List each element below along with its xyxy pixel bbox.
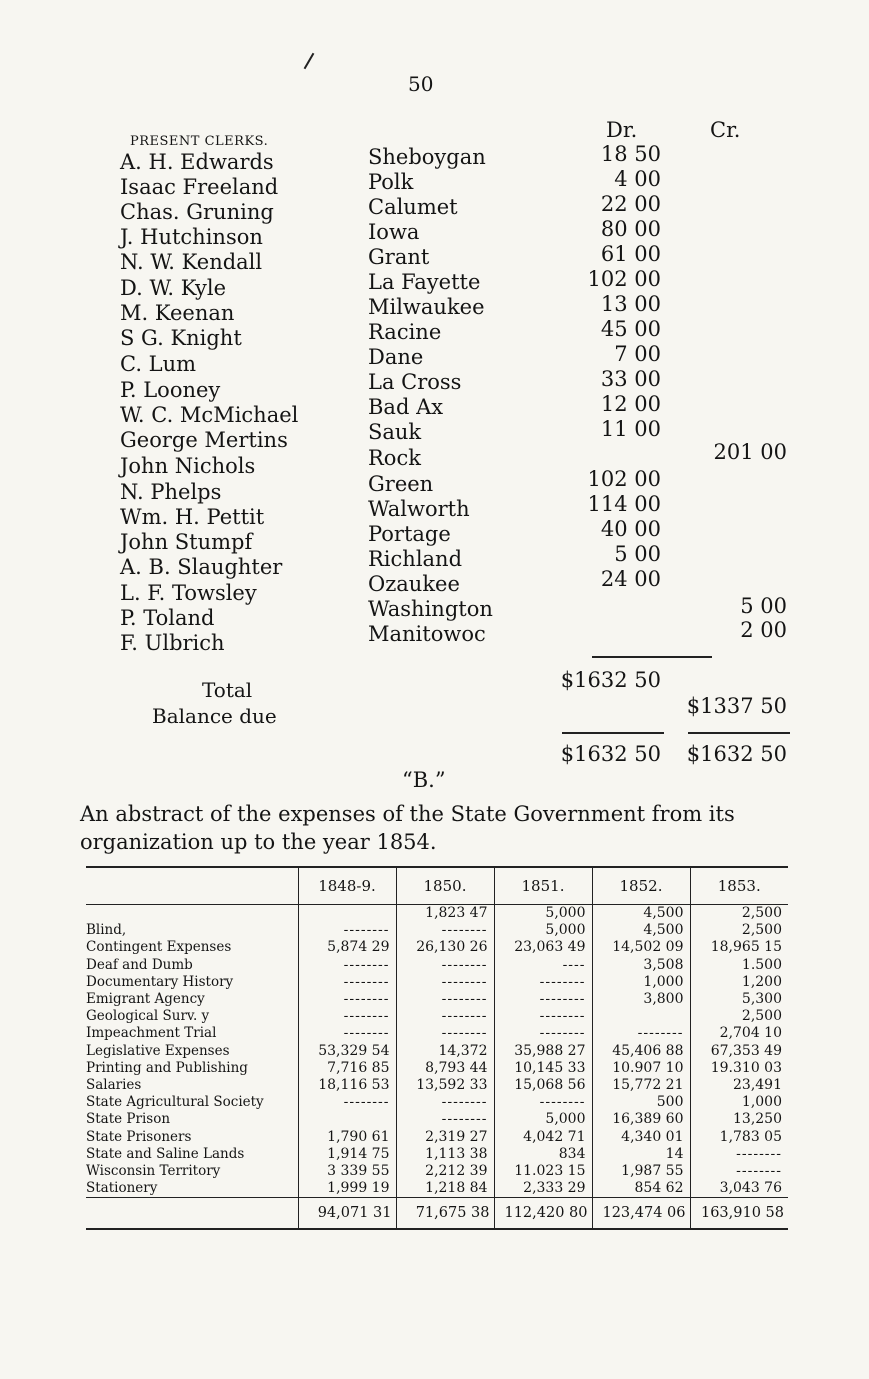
table-row (86, 1043, 788, 1060)
clerk-name: D. W. Kyle (120, 276, 227, 300)
debit-amount: 24 00 (600, 567, 661, 591)
table-cell: 26,130 26 (396, 939, 494, 956)
table-cell (298, 1111, 396, 1128)
clerk-name: John Stumpf (120, 530, 253, 554)
expense-item-label: Blind, (86, 922, 127, 939)
table-cell: 2,333 29 (494, 1180, 592, 1198)
table-cell: -------- (396, 957, 494, 974)
table-cell: 11.023 15 (494, 1163, 592, 1180)
table-cell: 3,043 76 (690, 1180, 788, 1198)
table-cell: -------- (494, 1008, 592, 1025)
credit-column-header: Cr. (710, 118, 741, 142)
table-cell: -------- (494, 1025, 592, 1042)
county-name: Iowa (368, 220, 420, 244)
table-cell: -------- (298, 922, 396, 939)
table-cell: 4,500 (592, 905, 690, 923)
county-name: Milwaukee (368, 295, 485, 319)
table-cell: 5,000 (494, 1111, 592, 1128)
row-label (86, 905, 298, 923)
expense-table (86, 866, 788, 1230)
table-row (86, 1094, 788, 1111)
table-cell: 854 62 (592, 1180, 690, 1198)
table-cell: 14 (592, 1146, 690, 1163)
county-name: Polk (368, 170, 414, 194)
clerk-name: P. Looney (120, 378, 221, 402)
table-row (86, 1180, 788, 1198)
table-row (86, 1008, 788, 1025)
table-cell (298, 905, 396, 923)
table-row (86, 905, 788, 923)
year-header: 1851. (494, 867, 592, 905)
county-name: Ozaukee (368, 572, 460, 596)
expense-item-label: Impeachment Trial (86, 1025, 217, 1042)
debit-amount: 102 00 (587, 467, 661, 491)
table-cell: 2,500 (690, 905, 788, 923)
clerk-name: Chas. Gruning (120, 200, 274, 224)
debit-amount: 33 00 (600, 367, 661, 391)
pen-mark (304, 53, 315, 70)
county-name: Bad Ax (368, 395, 444, 419)
debit-amount: 61 00 (600, 242, 661, 266)
final-debit-total: $1632 50 (560, 742, 661, 766)
table-cell: -------- (494, 991, 592, 1008)
table-cell: 18,116 53 (298, 1077, 396, 1094)
table-row (86, 974, 788, 991)
county-name: Portage (368, 522, 451, 546)
expense-item-label: State Prison (86, 1111, 171, 1128)
clerk-name: A. H. Edwards (120, 150, 274, 174)
clerk-name: W. C. McMichael (120, 403, 299, 427)
county-name: Sheboygan (368, 145, 486, 169)
expense-item-label: State Prisoners (86, 1128, 192, 1145)
table-cell: 18,965 15 (690, 939, 788, 956)
clerk-name: J. Hutchinson (120, 225, 263, 249)
table-cell: 1.500 (690, 957, 788, 974)
clerk-name: M. Keenan (120, 301, 235, 325)
county-name: Racine (368, 320, 442, 344)
table-cell: -------- (494, 974, 592, 991)
table-row (86, 922, 788, 939)
year-header: 1848-9. (298, 867, 396, 905)
table-cell: 4,340 01 (592, 1128, 690, 1145)
debit-amount: 11 00 (600, 417, 661, 441)
table-row (86, 1060, 788, 1077)
table-row (86, 1077, 788, 1094)
table-cell: 2,500 (690, 922, 788, 939)
table-cell: -------- (690, 1146, 788, 1163)
debit-amount: 5 00 (614, 542, 661, 566)
table-cell: -------- (396, 1094, 494, 1111)
debit-amount: 114 00 (587, 492, 661, 516)
expense-item-label: Documentary History (86, 973, 234, 990)
table-cell: 2,704 10 (690, 1025, 788, 1042)
county-name: La Cross (368, 370, 462, 394)
table-cell: 13,592 33 (396, 1077, 494, 1094)
table-cell: 1,000 (690, 1094, 788, 1111)
table-cell: -------- (396, 974, 494, 991)
table-cell: -------- (396, 922, 494, 939)
column-total: 123,474 06 (592, 1198, 690, 1230)
debit-column-header: Dr. (606, 118, 638, 142)
table-cell: 45,406 88 (592, 1043, 690, 1060)
expense-item-label: Geological Surv. y (86, 1008, 210, 1025)
county-name: Calumet (368, 195, 458, 219)
table-cell: 1,999 19 (298, 1180, 396, 1198)
county-name: Grant (368, 245, 430, 269)
final-credit-total: $1632 50 (686, 742, 787, 766)
debit-amount: 102 00 (587, 267, 661, 291)
table-cell: 8,793 44 (396, 1060, 494, 1077)
year-header: 1850. (396, 867, 494, 905)
table-cell: -------- (298, 974, 396, 991)
clerk-name: George Mertins (120, 428, 288, 452)
expense-item-label: Legislative Expenses (86, 1042, 230, 1059)
table-cell: 1,218 84 (396, 1180, 494, 1198)
county-name: Rock (368, 446, 421, 470)
county-name: Richland (368, 547, 463, 571)
clerk-name: L. F. Towsley (120, 581, 257, 605)
table-cell: 23,063 49 (494, 939, 592, 956)
total-label: Total (202, 678, 253, 702)
expense-item-label: Deaf and Dumb (86, 956, 193, 973)
table-row (86, 1128, 788, 1145)
clerk-name: N. W. Kendall (120, 250, 263, 274)
table-cell: -------- (396, 991, 494, 1008)
table-cell: -------- (396, 1025, 494, 1042)
expense-table-body (86, 905, 788, 1230)
county-name: Washington (368, 597, 493, 621)
subtotal-rule (592, 656, 712, 658)
table-cell: 35,988 27 (494, 1043, 592, 1060)
table-cell: 5,000 (494, 905, 592, 923)
table-cell: 4,500 (592, 922, 690, 939)
table-row (86, 1163, 788, 1180)
table-row (86, 957, 788, 974)
expense-item-label: State Agricultural Society (86, 1094, 264, 1111)
debit-amount: 40 00 (600, 517, 661, 541)
expense-item-label: Wisconsin Territory (86, 1162, 221, 1179)
clerk-name: Wm. H. Pettit (120, 505, 265, 529)
totals-row (86, 1198, 788, 1230)
abstract-paragraph: An abstract of the expenses of the State Government from its organization up to the year 1854. (80, 802, 735, 854)
table-cell: -------- (298, 1094, 396, 1111)
clerk-name: F. Ulbrich (120, 631, 225, 655)
table-cell: 14,502 09 (592, 939, 690, 956)
expense-item-label: Emigrant Agency (86, 991, 205, 1008)
section-label: PRESENT CLERKS. (130, 134, 269, 149)
clerk-name: John Nichols (120, 454, 256, 478)
table-cell: 16,389 60 (592, 1111, 690, 1128)
credit-amount: 2 00 (740, 618, 787, 642)
table-cell: 1,914 75 (298, 1146, 396, 1163)
county-name: Sauk (368, 420, 422, 444)
debit-amount: 7 00 (614, 342, 661, 366)
table-cell: -------- (298, 1008, 396, 1025)
credit-total-rule (688, 732, 790, 734)
table-cell: 1,823 47 (396, 905, 494, 923)
debit-amount: 80 00 (600, 217, 661, 241)
table-cell: 13,250 (690, 1111, 788, 1128)
table-cell: -------- (396, 1111, 494, 1128)
table-cell: -------- (298, 957, 396, 974)
county-name: La Fayette (368, 270, 481, 294)
total-debit: $1632 50 (560, 668, 661, 692)
clerk-name: Isaac Freeland (120, 175, 279, 199)
table-cell: 14,372 (396, 1043, 494, 1060)
county-name: Manitowoc (368, 622, 486, 646)
table-cell: 10.907 10 (592, 1060, 690, 1077)
expense-item-label: State and Saline Lands (86, 1145, 245, 1162)
table-cell: 834 (494, 1146, 592, 1163)
table-row (86, 991, 788, 1008)
credit-amount: 201 00 (713, 440, 787, 464)
county-name: Green (368, 472, 434, 496)
table-cell: -------- (396, 1008, 494, 1025)
debit-amount: 4 00 (614, 167, 661, 191)
clerk-name: A. B. Slaughter (120, 555, 283, 579)
table-cell: 7,716 85 (298, 1060, 396, 1077)
table-cell: 3,800 (592, 991, 690, 1008)
table-cell: 1,200 (690, 974, 788, 991)
table-cell: 10,145 33 (494, 1060, 592, 1077)
expense-table-header (86, 867, 788, 905)
table-cell: ---- (494, 957, 592, 974)
table-cell: 15,068 56 (494, 1077, 592, 1094)
debit-amount: 12 00 (600, 392, 661, 416)
table-row (86, 939, 788, 956)
clerk-name: P. Toland (120, 606, 215, 630)
table-cell: -------- (298, 1025, 396, 1042)
table-row (86, 1025, 788, 1042)
county-name: Walworth (368, 497, 470, 521)
table-cell: -------- (690, 1163, 788, 1180)
table-cell: 4,042 71 (494, 1128, 592, 1145)
table-cell: 1,113 38 (396, 1146, 494, 1163)
table-row (86, 1111, 788, 1128)
table-cell: 67,353 49 (690, 1043, 788, 1060)
debit-amount: 45 00 (600, 317, 661, 341)
balance-label: Balance due (152, 704, 277, 728)
table-cell: 23,491 (690, 1077, 788, 1094)
table-row (86, 1146, 788, 1163)
table-cell: 1,000 (592, 974, 690, 991)
expense-item-label: Salaries (86, 1076, 142, 1093)
table-cell: -------- (494, 1094, 592, 1111)
debit-amount: 22 00 (600, 192, 661, 216)
page-number: 50 (408, 72, 434, 96)
column-total: 71,675 38 (396, 1198, 494, 1230)
clerk-name: S G. Knight (120, 326, 242, 350)
section-heading: “B.” (402, 768, 446, 792)
year-header: 1852. (592, 867, 690, 905)
table-cell: 53,329 54 (298, 1043, 396, 1060)
clerk-name: C. Lum (120, 352, 197, 376)
table-cell: -------- (298, 991, 396, 1008)
table-cell: 5,000 (494, 922, 592, 939)
totals-row-label (86, 1198, 298, 1230)
table-cell: 5,874 29 (298, 939, 396, 956)
table-cell: 1,783 05 (690, 1128, 788, 1145)
column-total: 94,071 31 (298, 1198, 396, 1230)
year-header: 1853. (690, 867, 788, 905)
county-name: Dane (368, 345, 424, 369)
table-cell: 3 339 55 (298, 1163, 396, 1180)
debit-total-rule (562, 732, 664, 734)
table-cell: 15,772 21 (592, 1077, 690, 1094)
balance-credit: $1337 50 (686, 694, 787, 718)
table-cell: 2,500 (690, 1008, 788, 1025)
credit-amount: 5 00 (740, 594, 787, 618)
expense-item-label: Stationery (86, 1180, 158, 1197)
table-cell: 2,319 27 (396, 1128, 494, 1145)
debit-amount: 13 00 (600, 292, 661, 316)
table-cell (592, 1008, 690, 1025)
column-total: 112,420 80 (494, 1198, 592, 1230)
column-total: 163,910 58 (690, 1198, 788, 1230)
table-cell: 1,987 55 (592, 1163, 690, 1180)
table-cell: 1,790 61 (298, 1128, 396, 1145)
expense-item-label: Printing and Publishing (86, 1059, 248, 1076)
clerk-name: N. Phelps (120, 480, 222, 504)
table-cell: 5,300 (690, 991, 788, 1008)
table-cell: -------- (592, 1025, 690, 1042)
table-cell: 500 (592, 1094, 690, 1111)
table-cell: 3,508 (592, 957, 690, 974)
expense-item-label: Contingent Expenses (86, 939, 232, 956)
table-cell: 19.310 03 (690, 1060, 788, 1077)
debit-amount: 18 50 (600, 142, 661, 166)
header-blank (86, 867, 298, 905)
table-cell: 2,212 39 (396, 1163, 494, 1180)
